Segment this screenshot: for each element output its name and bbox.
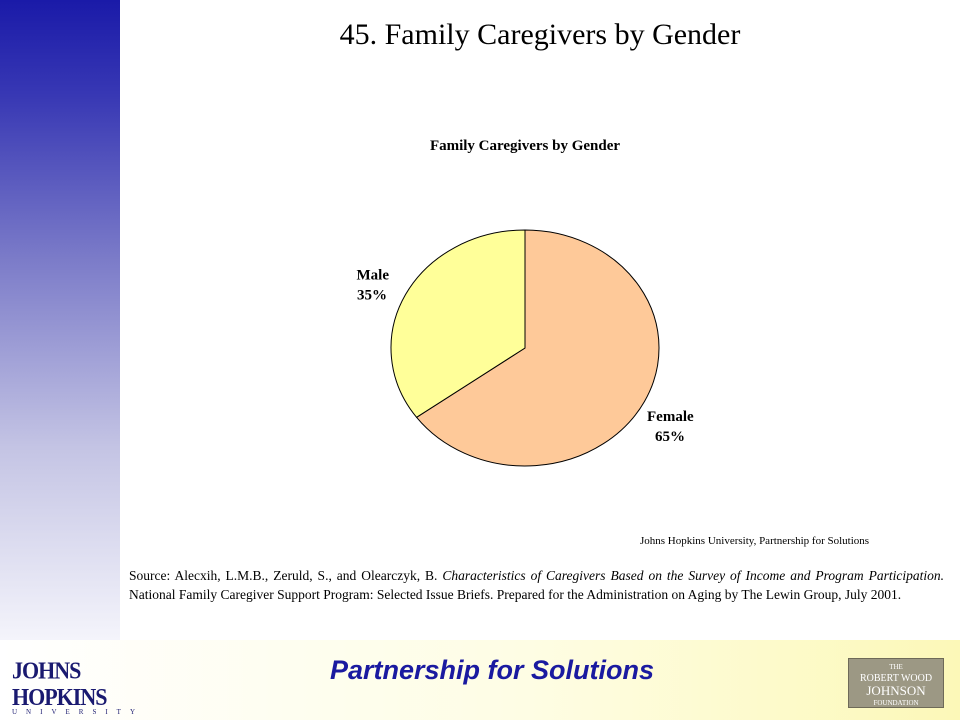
pie-pct-label-male: 35% <box>357 287 387 304</box>
rwj-logo-line-4: FOUNDATION <box>873 699 919 707</box>
rwj-logo-line-1: THE <box>889 663 903 671</box>
source-suffix: National Family Caregiver Support Program: Selected Issue Briefs. Prepared for the Administration on Aging by The Lewin Group, July 2001. <box>129 587 902 602</box>
pie-slices <box>391 230 659 466</box>
credit-text: Johns Hopkins University, Partnership for Solutions <box>640 535 870 547</box>
source-prefix: Source: Alecxih, L.M.B., Zeruld, S., and Olearczyk, B. <box>129 568 443 583</box>
slide-title: 45. Family Caregivers by Gender <box>339 18 741 51</box>
johns-hopkins-logo <box>12 656 152 716</box>
rwj-foundation-logo <box>848 658 944 708</box>
johns-hopkins-logo-sub: UNIVERSITY <box>12 708 144 716</box>
pie-label-female: Female <box>647 409 694 426</box>
johns-hopkins-logo-name: JOHNS HOPKINS <box>12 656 107 711</box>
rwj-logo-line-3: JOHNSON <box>866 683 926 698</box>
sidebar-gradient <box>0 0 120 640</box>
pie-label-male: Male <box>356 267 389 284</box>
source-citation <box>129 566 944 604</box>
footer-tagline: Partnership for Solutions <box>330 655 655 685</box>
pie-pct-label-female: 65% <box>655 429 685 446</box>
pie-chart <box>356 220 694 480</box>
chart-title: Family Caregivers by Gender <box>429 138 621 154</box>
source-title: Characteristics of Caregivers Based on the Survey of Income and Program Participation. <box>442 568 944 583</box>
rwj-logo-line-2: ROBERT WOOD <box>859 673 933 684</box>
